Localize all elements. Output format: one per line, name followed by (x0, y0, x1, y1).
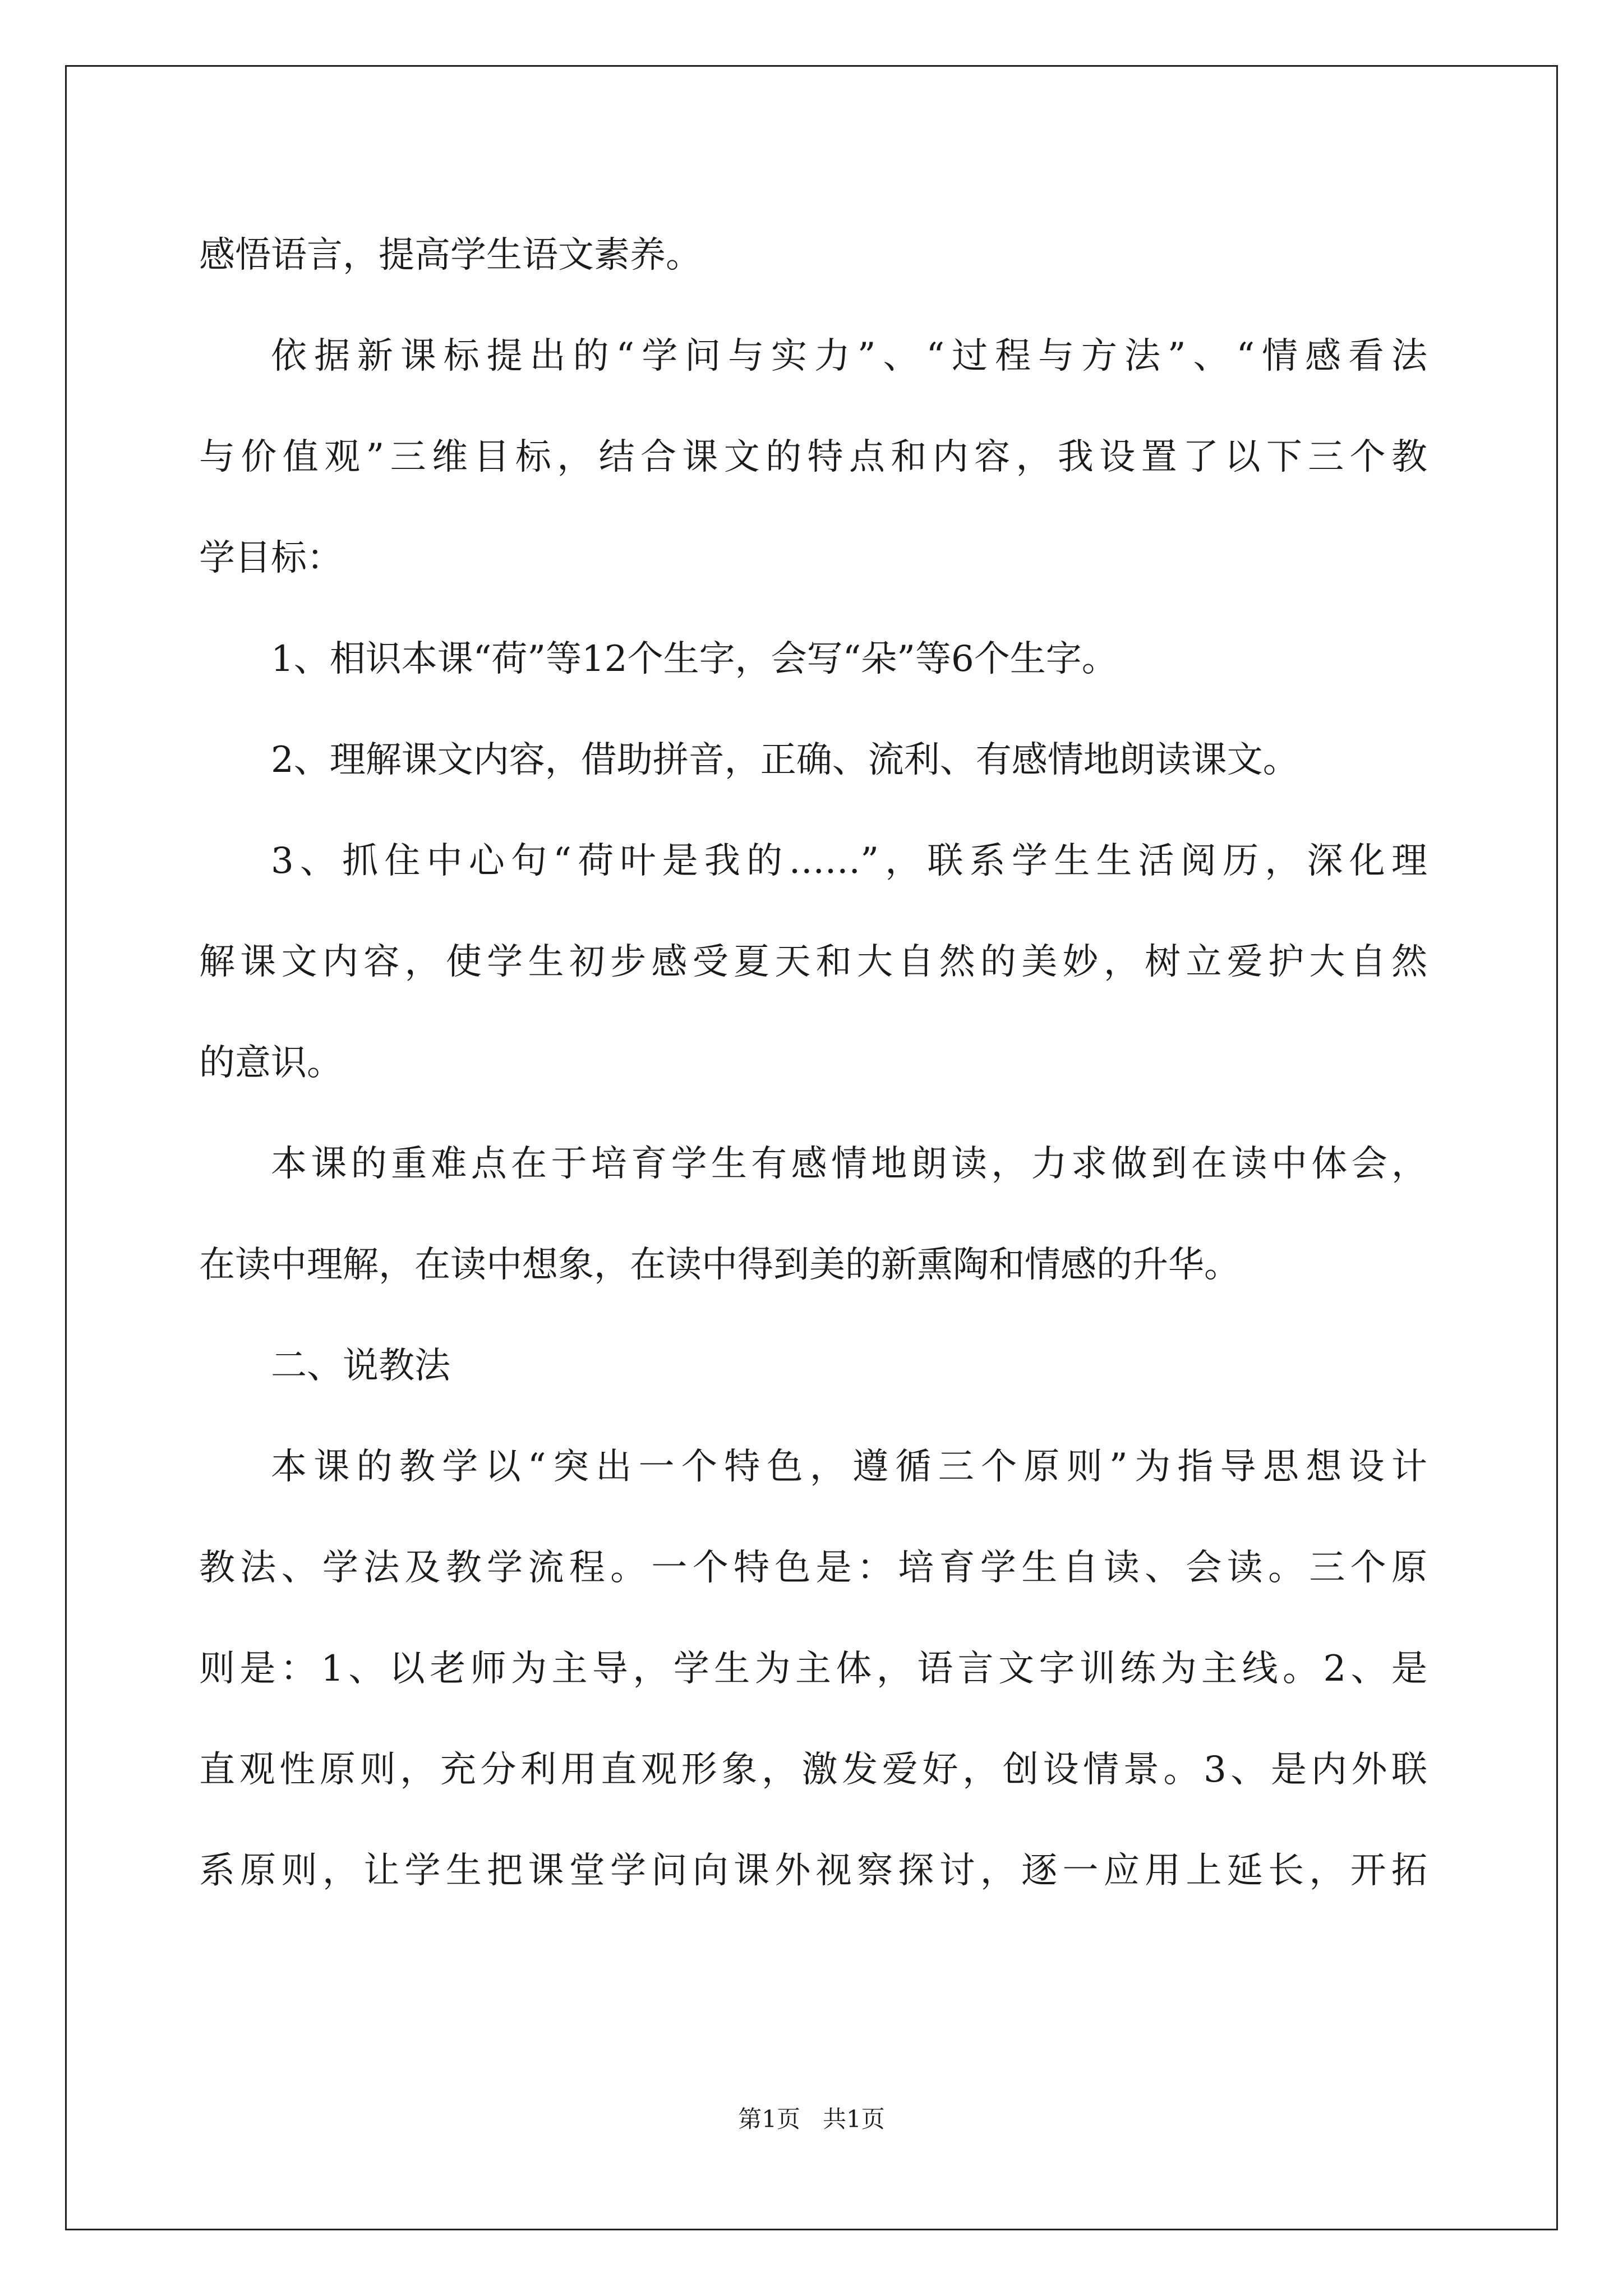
text-line: 二、说教法 (271, 1345, 450, 1387)
page-number: 第1页 (738, 2105, 800, 2133)
text-line: 依据新课标提出的“学问与实力”、“过程与方法”、“情感看法 (271, 335, 1427, 377)
text-line: 在读中理解，在读中想象，在读中得到美的新熏陶和情感的升华。 (199, 1244, 1240, 1286)
text-line: 教法、学法及教学流程。一个特色是：培育学生自读、会读。三个原 (199, 1547, 1427, 1589)
text-line: 的意识。 (199, 1042, 343, 1084)
section-heading-teaching-method (199, 1315, 1427, 1416)
paragraph-objective-3 (199, 811, 1427, 1114)
page-footer (0, 2101, 1623, 2134)
text-line: 本课的教学以“突出一个特色，遵循三个原则”为指导思想设计 (271, 1446, 1427, 1488)
paragraph-objective-2 (199, 710, 1427, 811)
text-line: 解课文内容，使学生初步感受夏天和大自然的美妙，树立爱护大自然 (199, 941, 1427, 983)
text-line: 直观性原则，充分利用直观形象，激发爱好，创设情景。3、是内外联 (199, 1749, 1427, 1791)
paragraph-objective-1 (199, 609, 1427, 710)
text-line: 2、理解课文内容，借助拼音，正确、流利、有感情地朗读课文。 (271, 739, 1299, 781)
text-line: 与价值观”三维目标，结合课文的特点和内容，我设置了以下三个教 (199, 436, 1427, 478)
text-line: 3、抓住中心句“荷叶是我的……”，联系学生生活阅历，深化理 (271, 840, 1427, 882)
text-line: 1、相识本课“荷”等12个生字，会写“朵”等6个生字。 (271, 638, 1118, 680)
text-line: 本课的重难点在于培育学生有感情地朗读，力求做到在读中体会， (271, 1143, 1427, 1185)
paragraph-objectives-intro (199, 306, 1427, 609)
document-body (199, 205, 1427, 1921)
paragraph-key-points (199, 1114, 1427, 1315)
paragraph-teaching-method (199, 1416, 1427, 1921)
text-line: 学目标： (199, 537, 343, 579)
text-line: 感悟语言，提高学生语文素养。 (199, 234, 702, 276)
paragraph-intro-tail (199, 205, 1427, 306)
text-line: 则是：1、以老师为主导，学生为主体，语言文字训练为主线。2、是 (199, 1648, 1427, 1690)
page-total: 共1页 (823, 2105, 885, 2133)
text-line: 系原则，让学生把课堂学问向课外视察探讨，逐一应用上延长，开拓 (199, 1850, 1427, 1892)
